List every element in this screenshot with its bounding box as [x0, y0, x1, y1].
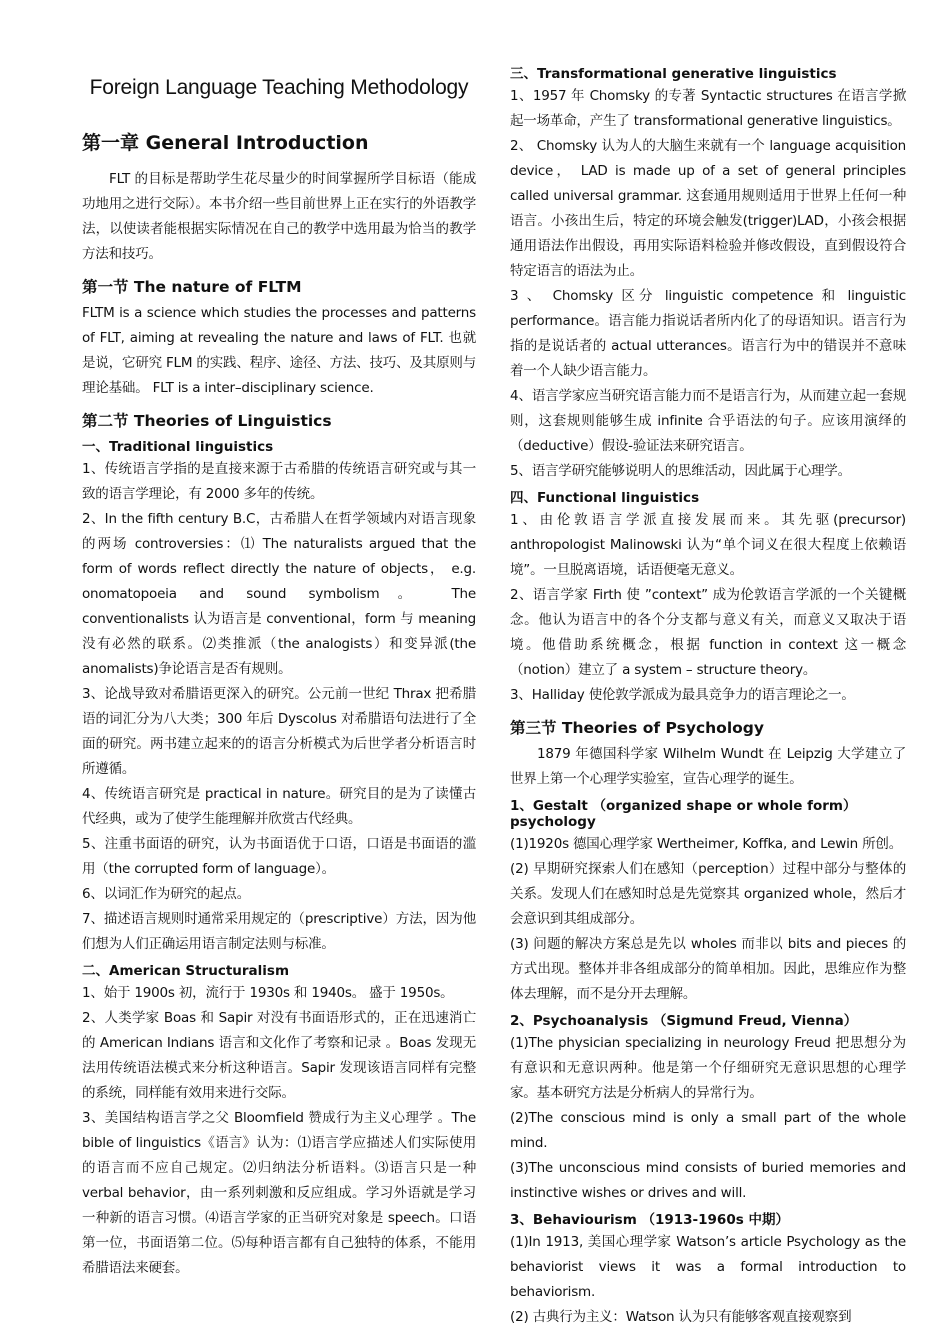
paragraph: 1879 年德国科学家 Wilhelm Wundt 在 Leipzig 大学建立了世界上第一个心理学实验室，宣告心理学的诞生。	[510, 746, 906, 787]
right-column-body	[510, 62, 906, 1330]
paragraph: (1)In 1913, 美国心理学家 Watson’s article Psychology as the behaviorist views it was a formal introduction to behaviorism.	[510, 1234, 906, 1300]
paragraph: 5、语言学研究能够说明人的思维活动，因此属于心理学。	[510, 463, 851, 479]
subsection-heading: 四、Functional linguistics	[510, 490, 700, 506]
paragraph: (2)The conscious mind is only a small part of the whole mind.	[510, 1110, 906, 1151]
subsection-heading: 1、Gestalt （organized shape or whole form） psychology	[510, 798, 857, 830]
paragraph: (1)The physician specializing in neurology Freud 把思想分为有意识和无意识两种。他是第一个仔细研究无意识思想的心理学家。基本研究方法是分析病人的异常行为。	[510, 1035, 906, 1101]
paragraph: (1)1920s 德国心理学家 Wertheimer, Koffka, and Lewin 所创。	[510, 836, 903, 852]
paragraph: 4、语言学家应当研究语言能力而不是语言行为，从而建立起一套规则，这套规则能够生成 infinite 合乎语法的句子。应该用演绎的（deductive）假设-验证法来研究语言。	[510, 388, 906, 454]
paragraph: (3) 问题的解决方案总是先以 wholes 而非以 bits and pieces 的方式出现。整体并非各组成部分的简单相加。因此，思维应作为整体去理解，而不是分开去理解。	[510, 936, 906, 1002]
document-title: Foreign Language Teaching Methodology	[89, 76, 469, 99]
paragraph: 6、以词汇作为研究的起点。	[82, 886, 250, 902]
subsection-heading: 3、Behaviourism （1913-1960s 中期）	[510, 1212, 789, 1228]
paragraph: 1、传统语言学指的是直接来源于古希腊的传统语言研究或与其一致的语言学理论，有 2000 多年的传统。	[82, 461, 476, 502]
paragraph: 1、由伦敦语言学派直接发展而来。其先驱(precursor) anthropologist Malinowski 认为“单个词义在很大程度上依赖语境”。一旦脱离语境，话语便毫无意义。	[510, 512, 906, 578]
left-column	[82, 62, 476, 1281]
paragraph: 4、传统语言研究是 practical in nature。研究目的是为了读懂古代经典，或为了使学生能理解并欣赏古代经典。	[82, 786, 476, 827]
subsection-heading: 2、Psychoanalysis （Sigmund Freud, Vienna）	[510, 1013, 858, 1029]
paragraph: 2、人类学家 Boas 和 Sapir 对没有书面语形式的，正在迅速消亡的 American Indians 语言和文化作了考察和记录 。Boas 发现无法用传统语法模式来分析这种语言。Sapir 发现该语言同样有完整的系统，同样能有效用来进行交际。	[82, 1010, 476, 1101]
subsection-heading: 二、American Structuralism	[82, 963, 290, 979]
paragraph: FLTM is a science which studies the processes and patterns of FLT, aiming at revealing the nature and laws of FLT. 也就是说，它研究 FLM 的实践、程序、途径、方法、技巧、及其原则与理论基础。 FLT is a inter–disciplinary science.	[82, 305, 476, 396]
paragraph: 2、 Chomsky 认为人的大脑生来就有一个 language acquisition device， LAD is made up of a set of general principles called universal grammar. 这套通用规则适用于世界上任何一种语言。小孩出生后，特定的环境会触发(trigger)LAD，小孩会根据通用语法作出假设，再用实际语料检验并修改假设，直到假设符合特定语言的语法为止。	[510, 138, 906, 279]
section-heading: 第三节 Theories of Psychology	[510, 719, 764, 737]
section-heading: 第二节 Theories of Linguistics	[82, 412, 332, 430]
paragraph: (2) 古典行为主义：Watson 认为只有能够客观直接观察到	[510, 1309, 852, 1325]
paragraph: 3、美国结构语言学之父 Bloomfield 赞成行为主义心理学 。The bible of linguistics《语言》认为：⑴语言学应描述人们实际使用的语言而不应自己规定。⑵归纳法分析语料。⑶语言只是一种 verbal behavior，由一系列刺激和反应组成。学习外语就是学习一种新的语言习惯。⑷语言学家的正当研究对象是 speech。口语第一位，书面语第二位。⑸每种语言都有自己独特的体系，不能用希腊语法来硬套。	[82, 1110, 476, 1276]
paragraph: 7、描述语言规则时通常采用规定的（prescriptive）方法，因为他们想为人们正确运用语言制定法则与标准。	[82, 911, 476, 952]
section-heading: 第一节 The nature of FLTM	[82, 278, 302, 296]
paragraph: 3、Halliday 使伦敦学派成为最具竞争力的语言理论之一。	[510, 687, 855, 703]
paragraph: 2、In the fifth century B.C，古希腊人在哲学领域内对语言现象的两场 controversies：⑴ The naturalists argued that the form of words reflect directly the nature of objects， e.g. onomatopoeia and sound symbolism。 The conventionalists 认为语言是 conventional，form 与 meaning 没有必然的联系。⑵类推派（the analogists）和变异派(the anomalists)争论语言是否有规则。	[82, 511, 476, 677]
right-column	[510, 62, 906, 1330]
subsection-heading: 三、Transformational generative linguistics	[510, 66, 837, 82]
paragraph: (2) 早期研究探索人们在感知（perception）过程中部分与整体的关系。发现人们在感知时总是先觉察其 organized whole，然后才会意识到其组成部分。	[510, 861, 906, 927]
left-column-body	[82, 167, 476, 1281]
paragraph: 1、始于 1900s 初，流行于 1930s 和 1940s。 盛于 1950s。	[82, 985, 454, 1001]
chapter-heading: 第一章 General Introduction	[82, 132, 369, 154]
paragraph: 1、1957 年 Chomsky 的专著 Syntactic structures 在语言学掀起一场革命，产生了 transformational generative linguistics。	[510, 88, 906, 129]
paragraph: 3、论战导致对希腊语更深入的研究。公元前一世纪 Thrax 把希腊语的词汇分为八大类；300 年后 Dyscolus 对希腊语句法进行了全面的研究。两书建立起来的的语言分析模式为后世学者分析语言时所遵循。	[82, 686, 476, 777]
paragraph: 5、注重书面语的研究，认为书面语优于口语，口语是书面语的滥用（the corrupted form of language）。	[82, 836, 476, 877]
paragraph: 2、语言学家 Firth 使 ”context” 成为伦敦语言学派的一个关键概念。他认为语言中的各个分支都与意义有关，而意义又取决于语境。他借助系统概念，根据 function in context 这一概念（notion）建立了 a system – structure theory。	[510, 587, 906, 678]
subsection-heading: 一、Traditional linguistics	[82, 439, 274, 455]
paragraph: (3)The unconscious mind consists of buried memories and instinctive wishes or drives and will.	[510, 1160, 906, 1201]
paragraph: FLT 的目标是帮助学生花尽量少的时间掌握所学目标语（能成功地用之进行交际）。本书介绍一些目前世界上正在实行的外语教学法，以使读者能根据实际情况在自己的教学中选用最为恰当的教学方法和技巧。	[82, 171, 476, 262]
paragraph: 3 、 Chomsky 区分 linguistic competence 和 linguistic performance。语言能力指说话者所内化了的母语知识。语言行为指的是说话者的 actual utterances。语言行为中的错误并不意味着一个人缺少语言能力。	[510, 288, 906, 379]
